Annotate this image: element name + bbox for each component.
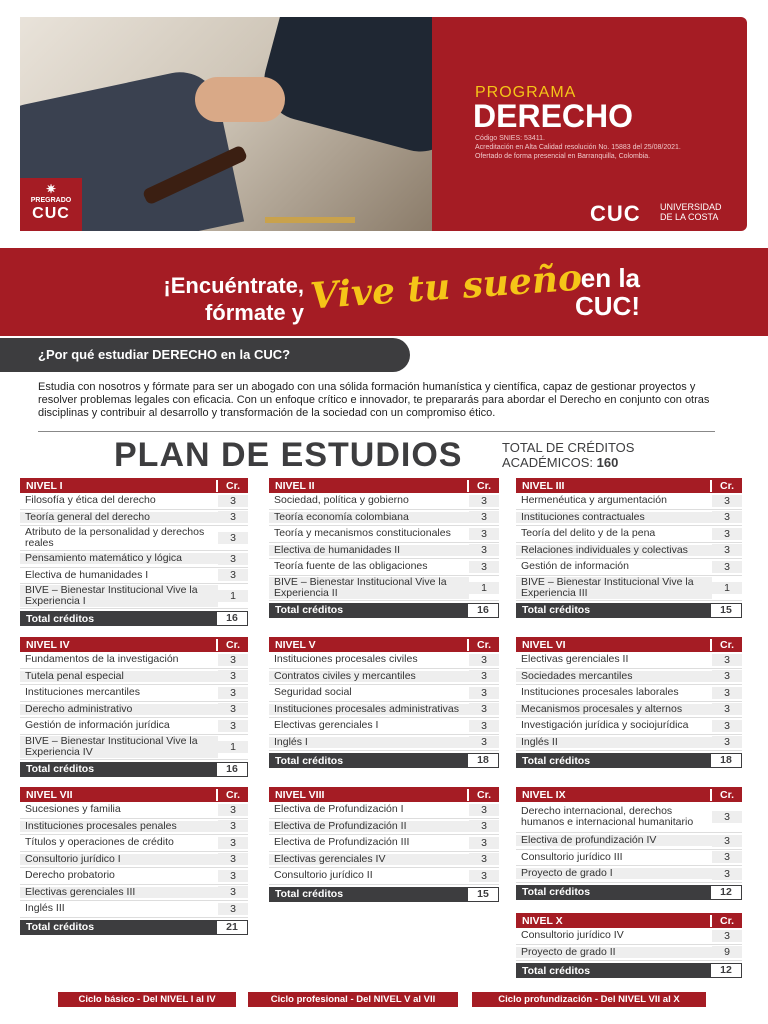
level-total bbox=[20, 762, 248, 777]
course-name: Hermenéutica y argumentación bbox=[521, 494, 667, 507]
course-row bbox=[269, 868, 499, 885]
course-credits: 3 bbox=[218, 511, 248, 523]
course-credits: 3 bbox=[469, 654, 499, 666]
total-label: Total créditos bbox=[275, 604, 344, 616]
course-name: Instituciones contractuales bbox=[516, 512, 712, 523]
credit-col-label: Cr. bbox=[467, 789, 499, 801]
total-value: 18 bbox=[710, 753, 742, 768]
course-row bbox=[20, 685, 248, 702]
course-credits: 3 bbox=[218, 837, 248, 849]
course-name: Instituciones procesales penales bbox=[20, 821, 218, 832]
course-name: Proyecto de grado I bbox=[516, 868, 712, 879]
course-row bbox=[269, 718, 499, 735]
course-name: Instituciones procesales administrativas bbox=[269, 704, 469, 715]
course-row bbox=[269, 559, 499, 576]
course-row bbox=[20, 718, 248, 735]
course-name: Teoría fuente de las obligaciones bbox=[274, 560, 428, 573]
course-credits: 3 bbox=[218, 703, 248, 715]
star-icon: ✷ bbox=[45, 182, 57, 196]
course-row bbox=[269, 802, 499, 819]
total-label: Total créditos bbox=[275, 888, 344, 900]
course-credits: 3 bbox=[469, 837, 499, 849]
level-header bbox=[516, 787, 742, 802]
level-table bbox=[20, 787, 248, 935]
level-header bbox=[516, 637, 742, 652]
course-credits: 3 bbox=[469, 687, 499, 699]
course-credits: 3 bbox=[218, 903, 248, 915]
level-name: NIVEL VI bbox=[522, 638, 566, 651]
course-credits: 3 bbox=[469, 804, 499, 816]
course-credits: 3 bbox=[712, 528, 742, 540]
course-credits: 3 bbox=[469, 544, 499, 556]
course-name: Instituciones procesales laborales bbox=[521, 686, 679, 699]
course-credits: 3 bbox=[218, 886, 248, 898]
course-row bbox=[516, 652, 742, 669]
slogan-script: Vive tu sueño bbox=[308, 256, 584, 318]
level-header bbox=[269, 478, 499, 493]
course-name: Electivas gerenciales IV bbox=[269, 854, 469, 865]
course-credits: 3 bbox=[218, 532, 248, 544]
total-value: 15 bbox=[467, 887, 499, 902]
course-credits: 3 bbox=[712, 835, 742, 847]
course-name: Filosofía y ética del derecho bbox=[25, 494, 156, 507]
level-name: NIVEL X bbox=[522, 914, 563, 927]
course-name: Electiva de Profundización III bbox=[274, 836, 410, 849]
course-name: Electivas gerenciales I bbox=[274, 719, 379, 732]
footer-cycle-professional: Ciclo profesional - Del NIVEL V al VII bbox=[248, 992, 458, 1007]
total-value: 18 bbox=[467, 753, 499, 768]
course-row bbox=[516, 510, 742, 527]
total-label: Total créditos bbox=[522, 754, 591, 767]
total-value: 16 bbox=[216, 611, 248, 626]
course-row bbox=[20, 835, 248, 852]
footer-cycle-basic: Ciclo básico - Del NIVEL I al IV bbox=[58, 992, 236, 1007]
level-header bbox=[269, 787, 499, 802]
course-name: Electiva de Profundización II bbox=[269, 821, 469, 832]
badge-line1: PREGRADO bbox=[30, 197, 72, 204]
level-total bbox=[269, 887, 499, 902]
course-credits: 3 bbox=[712, 811, 742, 823]
program-kicker: PROGRAMA bbox=[475, 84, 577, 101]
course-row bbox=[516, 928, 742, 945]
course-row bbox=[516, 669, 742, 686]
level-table bbox=[269, 637, 499, 768]
course-name: Derecho administrativo bbox=[20, 704, 218, 715]
course-row bbox=[20, 551, 248, 568]
course-credits: 3 bbox=[712, 511, 742, 523]
course-name: Teoría general del derecho bbox=[20, 512, 218, 523]
course-name: Sociedades mercantiles bbox=[516, 671, 712, 682]
course-credits: 1 bbox=[218, 741, 248, 753]
course-credits: 3 bbox=[218, 804, 248, 816]
level-header bbox=[516, 478, 742, 493]
course-name: Inglés III bbox=[25, 902, 65, 915]
course-name: Consultorio jurídico I bbox=[20, 854, 218, 865]
course-row bbox=[516, 850, 742, 867]
total-value: 12 bbox=[710, 963, 742, 978]
course-row bbox=[20, 702, 248, 719]
course-name: Gestión de información bbox=[521, 560, 629, 573]
credit-col-label: Cr. bbox=[710, 480, 742, 492]
divider bbox=[38, 431, 715, 432]
course-name: Teoría economía colombiana bbox=[269, 512, 469, 523]
course-name: Pensamiento matemático y lógica bbox=[20, 553, 218, 564]
course-credits: 3 bbox=[712, 703, 742, 715]
course-name: Mecanismos procesales y alternos bbox=[516, 704, 712, 715]
course-name: Electiva de Profundización I bbox=[274, 803, 404, 816]
course-credits: 9 bbox=[712, 946, 742, 958]
level-name: NIVEL VIII bbox=[275, 788, 325, 801]
course-row bbox=[20, 669, 248, 686]
level-table bbox=[20, 478, 248, 626]
level-header bbox=[269, 637, 499, 652]
level-total bbox=[516, 963, 742, 978]
total-value: 16 bbox=[467, 603, 499, 618]
level-table bbox=[269, 787, 499, 902]
level-total bbox=[516, 753, 742, 768]
course-credits: 3 bbox=[218, 687, 248, 699]
course-row bbox=[516, 702, 742, 719]
course-row bbox=[269, 735, 499, 752]
level-total bbox=[516, 885, 742, 900]
course-credits: 3 bbox=[218, 853, 248, 865]
course-credits: 3 bbox=[712, 736, 742, 748]
slogan-text: ¡Encuéntrate, fórmate y bbox=[163, 273, 304, 325]
course-credits: 3 bbox=[712, 851, 742, 863]
badge-line2: CUC bbox=[32, 205, 70, 222]
course-credits: 3 bbox=[218, 495, 248, 507]
course-name: Sociedad, política y gobierno bbox=[274, 494, 409, 507]
course-credits: 3 bbox=[218, 569, 248, 581]
course-row bbox=[269, 819, 499, 836]
course-name: Gestión de información jurídica bbox=[25, 719, 170, 732]
course-name: Relaciones individuales y colectivas bbox=[516, 545, 712, 556]
credit-col-label: Cr. bbox=[710, 639, 742, 651]
course-name: Instituciones mercantiles bbox=[25, 686, 140, 699]
total-value: 15 bbox=[710, 603, 742, 618]
course-name: Fundamentos de la investigación bbox=[25, 653, 179, 666]
level-name: NIVEL IX bbox=[522, 788, 566, 801]
course-credits: 3 bbox=[218, 820, 248, 832]
footer-cycle-deepening: Ciclo profundización - Del NIVEL VII al X bbox=[472, 992, 706, 1007]
level-name: NIVEL IV bbox=[26, 638, 70, 651]
level-table bbox=[269, 478, 499, 618]
course-credits: 3 bbox=[712, 868, 742, 880]
level-total bbox=[269, 753, 499, 768]
total-value: 12 bbox=[710, 885, 742, 900]
course-row bbox=[516, 543, 742, 560]
level-name: NIVEL VII bbox=[26, 788, 73, 801]
total-value: 16 bbox=[216, 762, 248, 777]
level-name: NIVEL II bbox=[275, 479, 315, 492]
level-header bbox=[20, 787, 248, 802]
university-name: UNIVERSIDAD DE LA COSTA bbox=[660, 202, 722, 222]
credit-col-label: Cr. bbox=[710, 915, 742, 927]
level-table bbox=[516, 913, 742, 978]
course-row bbox=[20, 885, 248, 902]
credit-col-label: Cr. bbox=[467, 480, 499, 492]
course-row bbox=[20, 868, 248, 885]
course-name: Sucesiones y familia bbox=[25, 803, 121, 816]
course-credits: 1 bbox=[218, 590, 248, 602]
course-credits: 3 bbox=[469, 670, 499, 682]
course-credits: 3 bbox=[469, 703, 499, 715]
course-row bbox=[516, 526, 742, 543]
course-name: Electiva de humanidades II bbox=[269, 545, 469, 556]
why-heading: ¿Por qué estudiar DERECHO en la CUC? bbox=[0, 338, 410, 372]
course-credits: 3 bbox=[218, 670, 248, 682]
course-row bbox=[20, 526, 248, 551]
course-row bbox=[269, 543, 499, 560]
course-row bbox=[516, 802, 742, 833]
course-name: BIVE – Bienestar Institucional Vive la Experiencia II bbox=[269, 577, 469, 599]
total-value: 21 bbox=[216, 920, 248, 935]
course-name: Tutela penal especial bbox=[20, 671, 218, 682]
course-name: Instituciones procesales civiles bbox=[274, 653, 418, 666]
course-name: Investigación jurídica y sociojurídica bbox=[521, 719, 689, 732]
course-row bbox=[269, 576, 499, 601]
credit-col-label: Cr. bbox=[467, 639, 499, 651]
course-credits: 1 bbox=[712, 582, 742, 594]
course-name: BIVE – Bienestar Institucional Vive la Experiencia IV bbox=[20, 736, 218, 758]
course-name: Electivas gerenciales III bbox=[20, 887, 218, 898]
course-credits: 3 bbox=[469, 870, 499, 882]
program-meta: Código SNIES: 53411. Acreditación en Alta Calidad resolución No. 15883 del 25/08/2021. Ofertado de forma presencial en Barranquilla, Colombia. bbox=[475, 135, 681, 160]
course-row bbox=[516, 685, 742, 702]
course-credits: 3 bbox=[469, 511, 499, 523]
total-label: Total créditos bbox=[522, 964, 591, 977]
course-row bbox=[20, 652, 248, 669]
course-name: Títulos y operaciones de crédito bbox=[25, 836, 174, 849]
level-name: NIVEL V bbox=[275, 638, 316, 651]
level-name: NIVEL I bbox=[26, 479, 63, 492]
course-row bbox=[20, 852, 248, 869]
course-row bbox=[516, 576, 742, 601]
total-credits: TOTAL DE CRÉDITOS ACADÉMICOS: 160 bbox=[502, 440, 635, 470]
course-credits: 3 bbox=[712, 670, 742, 682]
credit-col-label: Cr. bbox=[216, 480, 248, 492]
course-name: Electivas gerenciales II bbox=[521, 653, 629, 666]
cuc-logo: CUC bbox=[590, 201, 641, 226]
course-row bbox=[20, 819, 248, 836]
level-total bbox=[20, 611, 248, 626]
course-credits: 3 bbox=[218, 870, 248, 882]
course-row bbox=[269, 702, 499, 719]
course-credits: 3 bbox=[218, 654, 248, 666]
course-row bbox=[20, 735, 248, 760]
level-table bbox=[20, 637, 248, 777]
course-row bbox=[269, 669, 499, 686]
course-row bbox=[20, 493, 248, 510]
course-credits: 3 bbox=[469, 495, 499, 507]
course-row bbox=[20, 510, 248, 527]
course-credits: 3 bbox=[712, 495, 742, 507]
course-name: BIVE – Bienestar Institucional Vive la Experiencia III bbox=[516, 577, 712, 599]
course-credits: 3 bbox=[712, 654, 742, 666]
course-row bbox=[20, 901, 248, 918]
course-row bbox=[269, 685, 499, 702]
course-credits: 3 bbox=[218, 720, 248, 732]
course-credits: 3 bbox=[469, 736, 499, 748]
course-row bbox=[516, 718, 742, 735]
course-name: Teoría del delito y de la pena bbox=[521, 527, 656, 540]
course-name: Seguridad social bbox=[274, 686, 352, 699]
course-name: Consultorio jurídico IV bbox=[521, 929, 624, 942]
level-total bbox=[269, 603, 499, 618]
course-credits: 3 bbox=[469, 720, 499, 732]
course-credits: 3 bbox=[712, 687, 742, 699]
course-name: Atributo de la personalidad y derechos reales bbox=[25, 526, 205, 549]
course-row bbox=[20, 568, 248, 585]
total-label: Total créditos bbox=[26, 612, 95, 625]
course-name: Electiva de humanidades I bbox=[25, 568, 149, 581]
course-name: Derecho internacional, derechos humanos e internacional humanitario bbox=[521, 805, 694, 828]
course-name: Contratos civiles y mercantiles bbox=[269, 671, 469, 682]
course-credits: 3 bbox=[712, 561, 742, 573]
level-header bbox=[516, 913, 742, 928]
course-row bbox=[516, 735, 742, 752]
level-table bbox=[516, 787, 742, 900]
level-header bbox=[20, 478, 248, 493]
total-label: Total créditos bbox=[522, 604, 591, 616]
course-row bbox=[269, 526, 499, 543]
course-row bbox=[516, 945, 742, 962]
course-row bbox=[516, 493, 742, 510]
course-name: BIVE – Bienestar Institucional Vive la Experiencia I bbox=[20, 585, 218, 607]
course-name: Consultorio jurídico II bbox=[274, 869, 373, 882]
course-row bbox=[269, 510, 499, 527]
course-credits: 3 bbox=[469, 528, 499, 540]
level-table bbox=[516, 637, 742, 768]
course-credits: 3 bbox=[469, 853, 499, 865]
course-row bbox=[20, 584, 248, 609]
level-table bbox=[516, 478, 742, 618]
course-credits: 3 bbox=[469, 561, 499, 573]
total-label: Total créditos bbox=[26, 921, 95, 933]
course-row bbox=[20, 802, 248, 819]
course-name: Derecho probatorio bbox=[25, 869, 115, 882]
course-name: Inglés I bbox=[269, 737, 469, 748]
course-credits: 3 bbox=[469, 820, 499, 832]
pregrado-badge bbox=[20, 178, 82, 231]
total-label: Total créditos bbox=[522, 886, 591, 898]
course-credits: 3 bbox=[712, 930, 742, 942]
course-credits: 3 bbox=[712, 720, 742, 732]
program-title: DERECHO bbox=[473, 98, 634, 134]
course-name: Consultorio jurídico III bbox=[521, 850, 623, 863]
intro-paragraph: Estudia con nosotros y fórmate para ser un abogado con una sólida formación humanística y científica, capaz de gestionar proyectos y resolver problemas legales con eficacia. Con un enfoque crítico e innovador, te prepararás para abordar el Derecho en conjunto con otras disciplinas y contribuir al desarrollo y transformación de la sociedad con un compromiso ético. bbox=[38, 381, 710, 419]
course-name: Electiva de profundización IV bbox=[516, 835, 712, 846]
course-row bbox=[269, 852, 499, 869]
plan-title: PLAN DE ESTUDIOS bbox=[114, 436, 463, 474]
total-label: Total créditos bbox=[26, 763, 95, 775]
level-total bbox=[20, 920, 248, 935]
level-header bbox=[20, 637, 248, 652]
course-row bbox=[516, 833, 742, 850]
course-row bbox=[269, 652, 499, 669]
course-name: Teoría y mecanismos constitucionales bbox=[274, 527, 451, 540]
course-name: Proyecto de grado II bbox=[516, 947, 712, 958]
course-credits: 3 bbox=[218, 553, 248, 565]
course-row bbox=[269, 493, 499, 510]
course-row bbox=[516, 866, 742, 883]
credit-col-label: Cr. bbox=[216, 789, 248, 801]
course-name: Inglés II bbox=[516, 737, 712, 748]
course-credits: 1 bbox=[469, 582, 499, 594]
credit-col-label: Cr. bbox=[710, 789, 742, 801]
slogan-end: en la CUC! bbox=[575, 263, 640, 321]
course-row bbox=[516, 559, 742, 576]
level-name: NIVEL III bbox=[522, 479, 565, 492]
total-label: Total créditos bbox=[275, 754, 344, 767]
level-total bbox=[516, 603, 742, 618]
course-row bbox=[269, 835, 499, 852]
credit-col-label: Cr. bbox=[216, 639, 248, 651]
course-credits: 3 bbox=[712, 544, 742, 556]
